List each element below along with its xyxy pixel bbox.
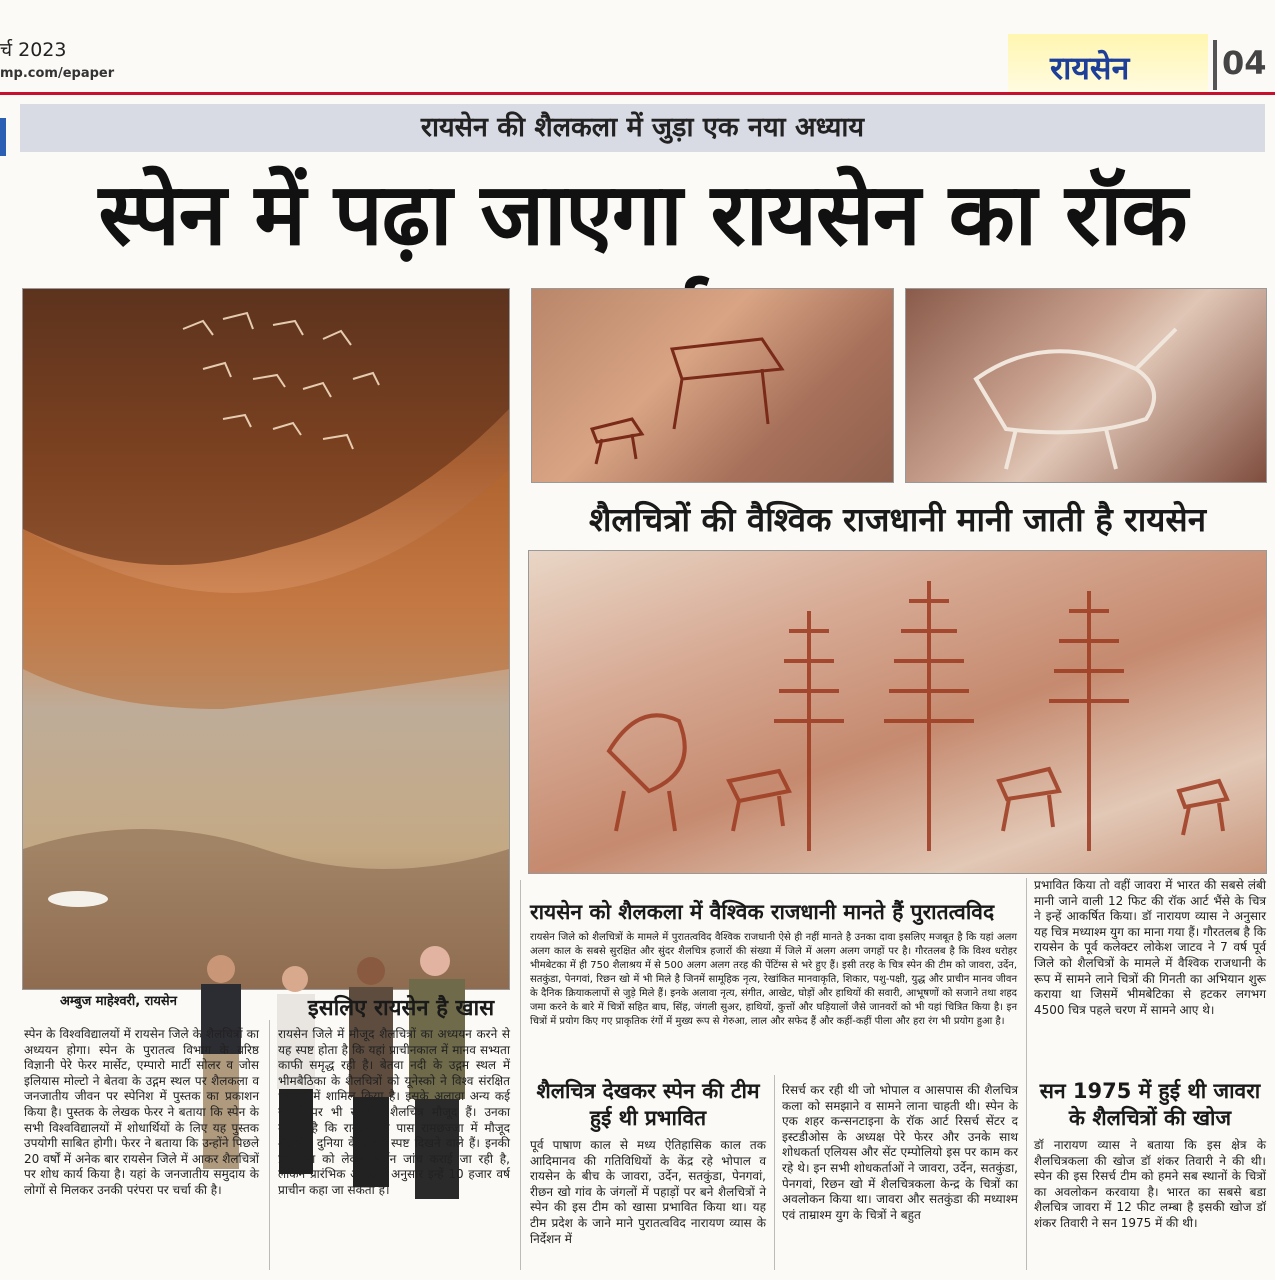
header-rule: [0, 92, 1275, 95]
global-capital-subhead: शैलचित्रों की वैश्विक राजधानी मानी जाती है रायसेन: [588, 500, 1207, 539]
discovery-1975-subhead: सन 1975 में हुई थी जावरा के शैलचित्रों की खोज: [1039, 1079, 1261, 1130]
column-divider: [1026, 878, 1027, 1270]
rock-shelter-illustration: [23, 289, 509, 989]
article-column-5: प्रभावित किया तो वहीं जावरा में भारत की सबसे लंबी मानी जाने वाली 12 फिट की रॉक आर्ट भैंसे के चित्र ने इन्हें आकर्षित किया। डॉ नारायण व्यास ने अनुसार यह चित्र मध्याश्म युग का माना गया हैं। गौरतलब है कि रायसेन के पूर्व कलेक्टर लोकेश जाटव ने 7 वर्ष पूर्व जिले को शैलचित्रों के मामले में वैश्विक राजधानी के रूप में सामने लाने चित्रों की गिनती का अभियान शुरू कराया था जिसमें भीमबेटिका से हटकर लगभग 4500 चित्र पहले चरण में सामने आए थे।: [1034, 878, 1266, 1017]
why-special-subhead: इसलिए रायसेन है खास: [307, 996, 495, 1021]
rock-painting-photo-trees: [528, 550, 1267, 874]
article-column-1: स्पेन के विश्वविद्यालयों में रायसेन जिले के शैलचित्रों का अध्ययन होगा। स्पेन के पुरातत्व विभाग के वरिष्ठ विज्ञानी पेरे फेरर मार्सेट, एम्पारो मार्टी सोलर व जोस इलियास मोल्टो ने बेतवा के उद्गम स्थल पर शैलकला व जनजातीय जीवन पर स्पेनिश में पुस्तक का प्रकाशन किया है। पुस्तक के लेखक फेरर ने बताया कि स्पेन के सभी विश्वविद्यालयों में शोधार्थियों के लिए यह पुस्तक उपयोगी साबित होगी। फेरर ने बताया कि उन्होंने पिछले 20 वर्षों में अनेक बार रायसेन जिले में आकर शैलचित्रों पर शोध कार्य किया है। यहां के जनजातीय समुदाय के लोगों से मिलकर उनकी परंपरा पर चर्चा की है।: [24, 1027, 259, 1197]
article-column-6: डॉ नारायण व्यास ने बताया कि इस क्षेत्र के शैलचित्रकला की खोज डॉ शंकर तिवारी ने की थी। स्पेन की इस रिसर्च टीम को हमने सब स्थानों के चित्रों का अवलोकन करवाया है। भारत का सबसे बडा शैलचित्र जावरा में 12 फीट लम्बा है इसकी खोज डॉ शंकर तिवारी ने सन 1975 में की थी।: [1034, 1138, 1266, 1230]
rock-shelter-photo: [22, 288, 510, 990]
article-column-2: रायसेन जिले में मौजूद शैलचित्रों का अध्ययन करने से यह स्पष्ट होता है कि यहां प्राचीनकाल में मानव सभ्यता काफी समृद्ध रही है। बेतवा नदी के उद्गम स्थल में भीमबैठिका के शैलचित्रों को यूनेस्को ने विश्व संरक्षित धरोहरों में शामिल किया है। इसके अलावा अन्य कई स्थानों पर भी सुरक्षित शैलचित्र मौजूद हैं। उनका मानना है कि रायसेन के पास रामछज्जा में मौजूद शैलचित्र दुनिया के सबसे स्पष्ट दिखने वाले हैं। इनकी प्राचीनता को लेकर कार्बन जांच कराई जा रही है, लेकिन प्रारंभिक आंकलन अनुसार इन्हें 10 हजार वर्ष प्राचीन कहा जा सकता है।: [278, 1027, 510, 1197]
page-headline: स्पेन में पढ़ा जाएगा रायसेन का रॉक: [98, 165, 1187, 265]
trees-and-animals-illustration: [529, 551, 1266, 873]
margin-marker: [0, 118, 6, 156]
page-number-divider: [1213, 40, 1217, 90]
article-column-4: रिसर्च कर रही थी जो भोपाल व आसपास की शैलचित्र कला को समझाने व सामने लाना चाहती थी। स्पेन के एक शहर कन्सनटाइना के रॉक आर्ट रिसर्च सेंटर द इस्टडीओस के अध्यक्ष पेरे फेरर और उनके साथ शोधकर्ता एलियस और सेंट एम्पोलियो इस पर काम कर रहे थे। इन सभी शोधकर्ताओं ने जावरा, उर्देन, सतकुंडा, पेनगवां, रिछन खो में शैलचित्रकला केन्द्र के चित्रों का अवलोकन किया था। जावरा और सतकुंडा की मध्याश्म एवं ताम्राश्म युग के चित्रों ने बहुत: [782, 1083, 1018, 1222]
photo-credit: अम्बुज माहेश्वरी, रायसेन: [60, 994, 177, 1009]
section-name: रायसेन: [1050, 49, 1130, 87]
team-impressed-subhead: शैलचित्र देखकर स्पेन की टीम हुई थी प्रभावित: [536, 1079, 760, 1130]
archaeologists-subhead: रायसेन को शैलकला में वैश्विक राजधानी मानते हैं पुरातत्वविद: [530, 900, 995, 924]
article-column-3: पूर्व पाषाण काल से मध्य ऐतिहासिक काल तक आदिमानव की गतिविधियों के केंद्र रहे भोपाल व रायसेन के बीच के जावरा, उर्देन, सतकुंडा, पेनगवां, रीछन खो गांव के जंगलों में पहाड़ों पर बने शैलचित्रों ने स्पेन की इस टीम को खासा प्रभावित किया था। यह टीम प्रदेश के जाने माने पुरातत्वविद नारायण व्यास के निर्देशन में: [530, 1138, 766, 1246]
page-number: 04: [1222, 44, 1267, 82]
kicker-banner: रायसेन की शैलकला में जुड़ा एक नया अध्याय: [20, 104, 1265, 152]
column-divider: [520, 880, 521, 1270]
animal-painting-illustration: [532, 289, 893, 482]
column-divider: [774, 1075, 775, 1270]
edition-date: र्च 2023: [0, 39, 67, 61]
epaper-url: mp.com/epaper: [0, 66, 115, 81]
column-divider: [269, 1020, 270, 1270]
bull-painting-illustration: [906, 289, 1266, 482]
lead-paragraph: रायसेन जिले को शैलचित्रों के मामले में पुरातत्वविद वैश्विक राजधानी ऐसे ही नहीं मानते है उनका दावा इसलिए मजबूत है कि यहां अलग अलग काल के सबसे सुरक्षित और सुंदर शैलचित्र हजारों की संख्या में जिले में अलग अलग जगहों पर है। गौरतलब है कि विश्व धरोहर भीमबेटका में ही 750 शैलाश्रय में से 500 अलग अलग तरह की पेंटिंग्स से भरे हुए हैं। इसी तरह के चित्र स्पेन की टीम को जावरा, उर्देन, सतकुंडा, पेनगवां, रिछन खो में भी मिले है जिनमें सामूहिक नृत्य, रेखांकित मानवाकृति, शिकार, पशु-पक्षी, युद्ध और प्राचीन मानव जीवन के दैनिक क्रियाकलापों से जुड़े मिले हैं। इनके अलावा नृत्य, संगीत, आखेट, घोड़ों और हाथियों की सवारी, आभूषणों को सजाने तथा शहद जमा करने के बारे में चित्रों सहित बाघ, सिंह, जंगली सुअर, हाथियों, कुत्तों और घड़ियालों जैसे जानवरों को भी यहां चित्रित किया है। इन चित्रों में प्रयोग किए गए प्राकृतिक रंगों में मुख्य रूप से गेरुआ, लाल और सफेद हैं और कहीं-कहीं पीला और हरा रंग भी प्रयोग हुआ है।: [530, 932, 1017, 1027]
rock-painting-photo-bull: [905, 288, 1267, 483]
rock-painting-photo-animals: [531, 288, 894, 483]
